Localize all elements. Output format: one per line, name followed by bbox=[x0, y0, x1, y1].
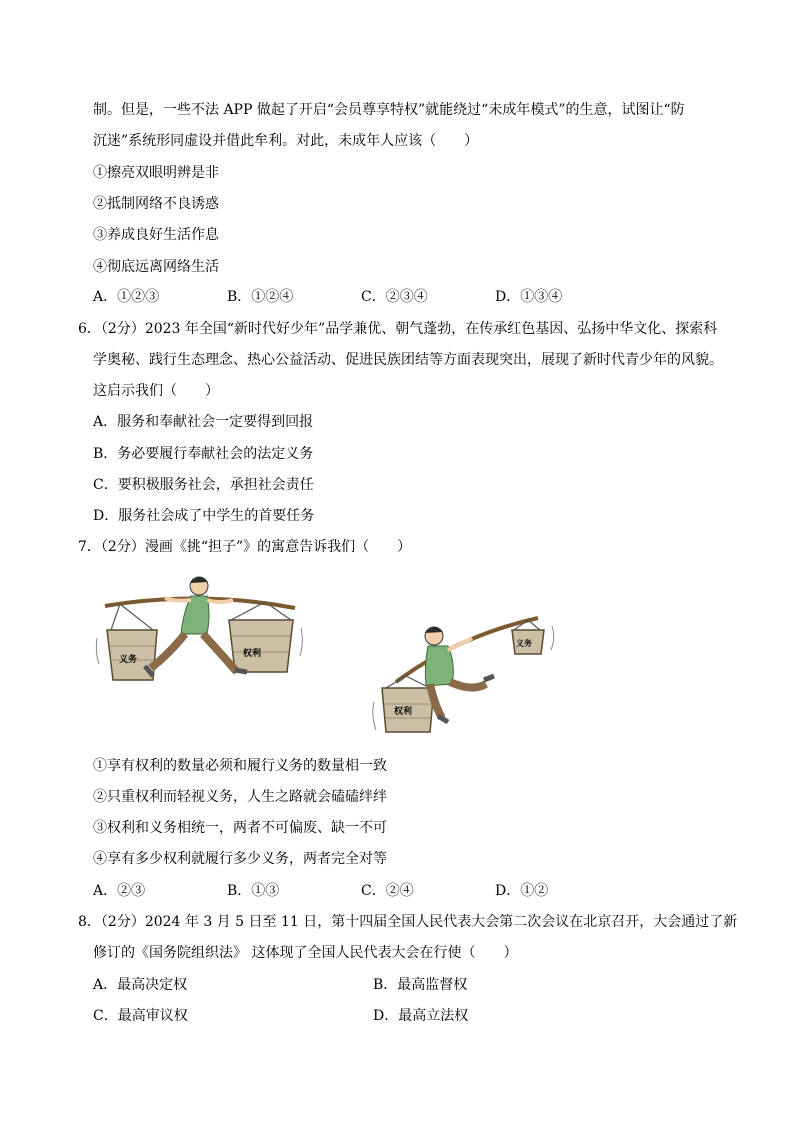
q8-options-row-1 bbox=[93, 976, 653, 994]
cartoon-right-label-right: 权利 bbox=[394, 706, 413, 716]
cartoon-left-label-duty: 义务 bbox=[119, 654, 138, 664]
q7-option-b[interactable]: B．①③ bbox=[227, 883, 280, 899]
q5-options bbox=[93, 288, 629, 306]
q8-stem-line-2: 修订的《国务院组织法》 这体现了全国人民代表大会在行使（ ） bbox=[93, 945, 518, 961]
q6-stem-line-3: 这启示我们（ ） bbox=[93, 383, 219, 399]
q7-statement-3: ③权利和义务相统一，两者不可偏废、缺一不可 bbox=[93, 820, 387, 836]
q5-intro-line-1: 制。但是，一些不法 APP 做起了开启“会员尊享特权”就能绕过“未成年模式”的生意，试图让“防 bbox=[93, 102, 685, 118]
cartoon-unbalanced bbox=[368, 610, 558, 740]
q7-statement-4: ④享有多少权利就履行多少义务，两者完全对等 bbox=[93, 851, 387, 867]
q8-option-d[interactable]: D．最高立法权 bbox=[373, 1008, 469, 1024]
q5-option-a[interactable]: A．①②③ bbox=[93, 289, 160, 305]
q5-statement-4: ④彻底远离网络生活 bbox=[93, 259, 219, 275]
q5-statement-3: ③养成良好生活作息 bbox=[93, 227, 219, 243]
cartoon-left-label-right: 权利 bbox=[243, 648, 262, 658]
q6-option-a[interactable]: A．服务和奉献社会一定要得到回报 bbox=[93, 414, 314, 430]
q7-statement-1: ①享有权利的数量必须和履行义务的数量相一致 bbox=[93, 758, 387, 774]
q8-option-c[interactable]: C．最高审议权 bbox=[93, 1008, 188, 1024]
q6-option-c[interactable]: C．要积极服务社会，承担社会责任 bbox=[93, 477, 314, 493]
q5-intro-line-2: 沉迷”系统形同虚设并借此牟利。对此，未成年人应该（ ） bbox=[93, 133, 479, 149]
q8-option-a[interactable]: A．最高决定权 bbox=[93, 977, 188, 993]
q5-option-b[interactable]: B．①②④ bbox=[227, 289, 294, 305]
q7-stem: 7．（2分）漫画《挑“担子”》的寓意告诉我们（ ） bbox=[78, 539, 412, 555]
cartoon-right-label-duty: 义务 bbox=[516, 639, 532, 648]
q7-options bbox=[93, 882, 629, 900]
q6-option-d[interactable]: D．服务社会成了中学生的首要任务 bbox=[93, 508, 315, 524]
q6-stem-line-2: 学奥秘、践行生态理念、热心公益活动、促进民族团结等方面表现突出，展现了新时代青少年的风貌。 bbox=[93, 352, 723, 368]
q7-option-c[interactable]: C．②④ bbox=[361, 883, 414, 899]
q8-options-row-2 bbox=[93, 1007, 653, 1025]
q5-statement-1: ①擦亮双眼明辨是非 bbox=[93, 165, 219, 181]
q5-statement-2: ②抵制网络不良诱惑 bbox=[93, 196, 219, 212]
q6-option-b[interactable]: B．务必要履行奉献社会的法定义务 bbox=[93, 446, 314, 462]
cartoon-balanced bbox=[95, 568, 305, 698]
q7-option-d[interactable]: D．①② bbox=[495, 883, 549, 899]
q8-stem-line-1: 8．（2分）2024 年 3 月 5 日至 11 日，第十四届全国人民代表大会第二次会议在北京召开，大会通过了新 bbox=[78, 914, 738, 930]
q8-option-b[interactable]: B．最高监督权 bbox=[373, 977, 468, 993]
q6-stem-line-1: 6．（2分）2023 年全国“新时代好少年”品学兼优、朝气蓬勃，在传承红色基因、弘扬中华文化、探索科 bbox=[78, 321, 718, 337]
q5-option-c[interactable]: C．②③④ bbox=[361, 289, 428, 305]
q5-option-d[interactable]: D．①③④ bbox=[495, 289, 563, 305]
q7-option-a[interactable]: A．②③ bbox=[93, 883, 146, 899]
q7-statement-2: ②只重权利而轻视义务，人生之路就会磕磕绊绊 bbox=[93, 789, 387, 805]
